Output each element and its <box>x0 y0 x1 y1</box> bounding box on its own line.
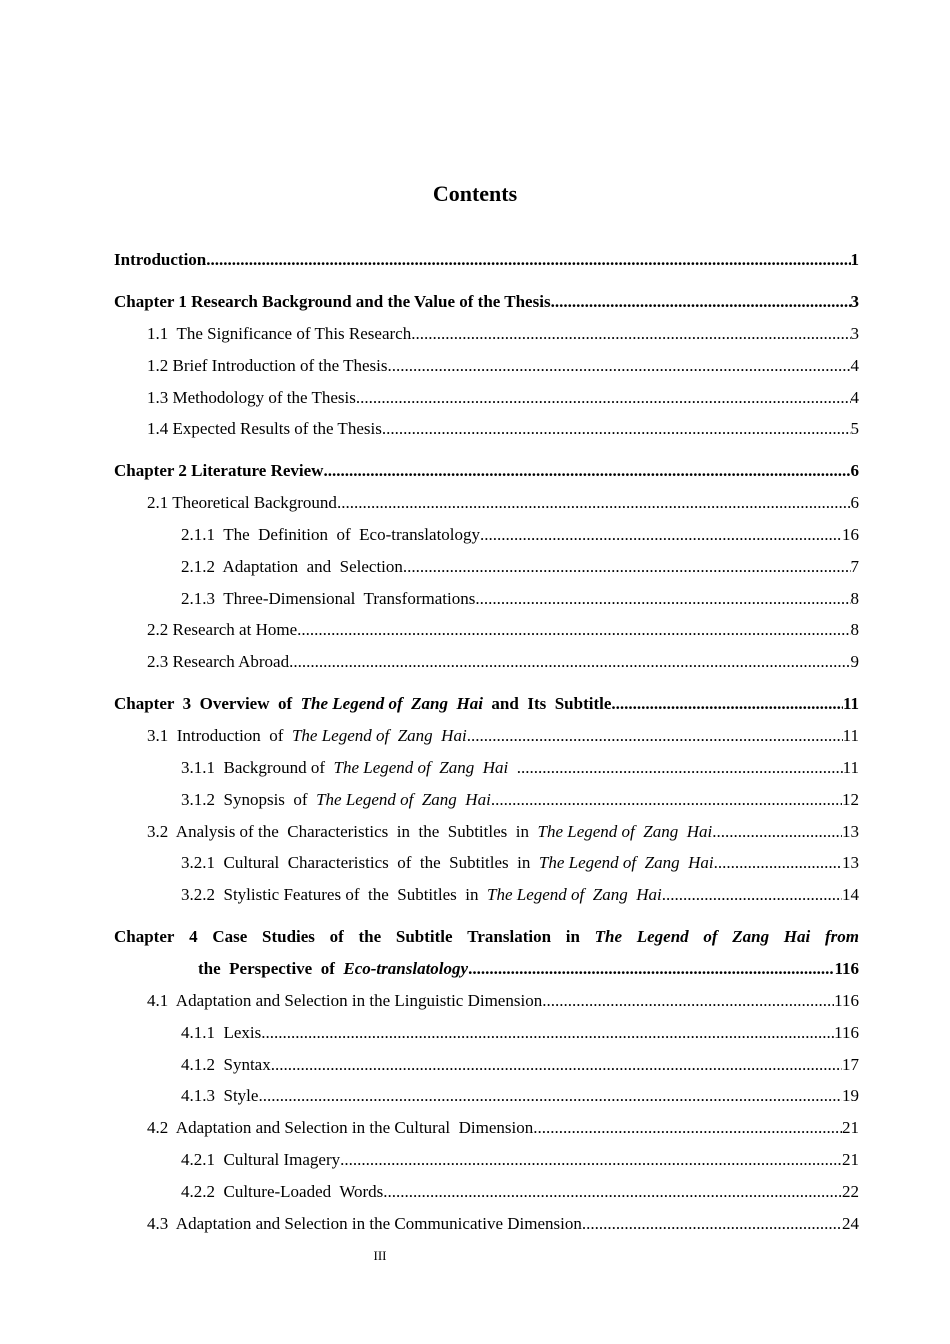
toc-entry-s1-4[interactable] <box>147 417 859 441</box>
toc-entry-title-text: 4.3 Adaptation and Selection in the Communicative Dimension <box>147 1214 582 1233</box>
dot-leader <box>271 1053 842 1077</box>
toc-entry-page: 14 <box>842 885 859 904</box>
toc-entry-title-text: 3.2 Analysis of the Characteristics in the Subtitles in <box>147 822 538 841</box>
dot-leader <box>662 883 842 907</box>
toc-entry-page: 3 <box>850 324 859 343</box>
toc-entry-page: 11 <box>842 758 859 777</box>
page-number: III <box>373 1248 387 1263</box>
toc-entry-title-text: 1.3 Methodology of the Thesis <box>147 388 356 407</box>
toc-entry-title <box>147 650 289 674</box>
toc-entry-page: 21 <box>842 1150 859 1169</box>
toc-entry-title <box>181 555 403 579</box>
toc-entry-title-text: 4.1.2 Syntax <box>181 1055 271 1074</box>
toc-entry-page: 22 <box>842 1182 859 1201</box>
toc-entry-page: 8 <box>850 589 859 608</box>
toc-entry-title <box>181 1180 383 1204</box>
toc-entry-title <box>147 820 712 844</box>
toc-entry-page: 116 <box>834 991 859 1010</box>
toc-entry-title <box>181 883 662 907</box>
toc-entry-page: 8 <box>850 620 859 639</box>
toc-entry-s4-2-1[interactable] <box>181 1148 859 1172</box>
toc-entry-s2-1-2[interactable] <box>181 555 859 579</box>
dot-leader <box>542 989 834 1013</box>
toc-entry-title-text: 4.1.1 Lexis <box>181 1023 262 1042</box>
dot-leader <box>289 650 850 674</box>
toc-entry-title <box>181 523 480 547</box>
toc-entry-page: 21 <box>842 1118 859 1137</box>
toc-entry-s3-2-1[interactable] <box>181 851 859 875</box>
toc-word: Chapter <box>114 927 175 946</box>
toc-entry-s1-2[interactable] <box>147 354 859 378</box>
toc-entry-ch2[interactable] <box>114 459 859 483</box>
dot-leader <box>411 322 850 346</box>
toc-word: in <box>565 927 580 946</box>
toc-entry-title <box>181 851 714 875</box>
dot-leader <box>356 386 851 410</box>
toc-entry-page: 11 <box>842 726 859 745</box>
toc-entry-title <box>114 692 611 716</box>
toc-entry-title-text: 2.3 Research Abroad <box>147 652 290 671</box>
toc-entry-title-italic: The Legend of Zang Hai <box>537 822 713 841</box>
toc-word: of <box>329 927 344 946</box>
toc-entry-s4-1-2[interactable] <box>181 1053 859 1077</box>
dot-leader <box>533 1116 842 1140</box>
toc-entry-title-text: Chapter 3 Overview of <box>114 694 301 713</box>
toc-entry-page: 116 <box>834 1023 859 1042</box>
toc-entry-title-text: 3.1.2 Synopsis of <box>181 790 317 809</box>
toc-word: the <box>358 927 382 946</box>
toc-entry-title-text: 3.1.1 Background of <box>181 758 334 777</box>
toc-entry-title-italic: The Legend of Zang Hai <box>538 853 714 872</box>
toc-entry-page: 6 <box>850 493 859 512</box>
toc-entry-title-text: and Its Subtitle <box>482 694 612 713</box>
toc-entry-title-text: 2.1 Theoretical Background <box>147 493 337 512</box>
dot-leader <box>517 756 843 780</box>
toc-entry-ch1[interactable] <box>114 290 859 314</box>
toc-word-italic: The <box>594 927 623 946</box>
dot-leader <box>468 957 834 981</box>
toc-word-italic: of <box>703 927 718 946</box>
toc-entry-title <box>147 491 337 515</box>
toc-entry-title <box>147 417 382 441</box>
toc-entry-page: 6 <box>850 461 859 480</box>
toc-entry-title-text: 3.1 Introduction of <box>147 726 292 745</box>
toc-entry-s4-1[interactable] <box>147 989 859 1013</box>
toc-entry-s4-2-2[interactable] <box>181 1180 859 1204</box>
dot-leader <box>551 290 851 314</box>
toc-entry-title-text: 2.1.3 Three-Dimensional Transformations <box>181 589 476 608</box>
toc-word-italic: Hai <box>783 927 811 946</box>
toc-entry-s3-1-2[interactable] <box>181 788 859 812</box>
toc-entry-title <box>147 989 542 1013</box>
toc-word-italic: from <box>824 927 859 946</box>
toc-entry-title <box>181 1021 261 1045</box>
toc-entry-page: 16 <box>842 525 859 544</box>
toc-entry-s3-1-1[interactable] <box>181 756 859 780</box>
dot-leader <box>467 724 843 748</box>
toc-entry-title-text: the Perspective of <box>198 959 344 978</box>
toc-entry-title-text: 2.2 Research at Home <box>147 620 298 639</box>
dot-leader <box>480 523 842 547</box>
toc-entry-title <box>114 290 551 314</box>
toc-entry-title <box>181 1084 258 1108</box>
toc-entry-title-text: 2.1.2 Adaptation and Selection <box>181 557 403 576</box>
toc-entry-title-text: 3.2.1 Cultural Characteristics of the Subtitles in <box>181 853 539 872</box>
toc-entry-page: 4 <box>850 388 859 407</box>
dot-leader <box>258 1084 842 1108</box>
toc-entry-s2-3[interactable] <box>147 650 859 674</box>
toc-entry-title <box>181 1148 340 1172</box>
toc-entry-page: 5 <box>850 419 859 438</box>
toc-entry-page: 24 <box>842 1214 859 1233</box>
page-title: Contents <box>432 181 518 206</box>
toc-entry-title-italic: The Legend of Zang Hai <box>333 758 509 777</box>
toc-entry-s2-1-1[interactable] <box>181 523 859 547</box>
toc-word: 4 <box>189 927 198 946</box>
toc-entry-title <box>147 322 411 346</box>
dot-leader <box>387 354 850 378</box>
toc-entry-title-text: 1.4 Expected Results of the Thesis <box>147 419 382 438</box>
toc-entry-ch4-l2[interactable] <box>198 957 859 981</box>
toc-entry-title-italic: The Legend of Zang Hai <box>486 885 662 904</box>
toc-entry-page: 116 <box>834 959 859 978</box>
dot-leader <box>261 1021 834 1045</box>
toc-entry-title <box>147 618 297 642</box>
toc-entry-title-text: 4.2.1 Cultural Imagery <box>181 1150 341 1169</box>
toc-entry-page: 7 <box>850 557 859 576</box>
toc-entry-title <box>147 1212 582 1236</box>
toc-entry-title-text: Chapter 1 Research Background and the Value of the Thesis <box>114 292 551 311</box>
toc-word: Case <box>212 927 248 946</box>
toc-entry-title-text: 3.2.2 Stylistic Features of the Subtitles in <box>181 885 487 904</box>
toc-entry-page: 19 <box>842 1086 859 1105</box>
toc-entry-title-italic: The Legend of Zang Hai <box>291 726 467 745</box>
toc-entry-page: 12 <box>842 790 859 809</box>
toc-entry-s3-1[interactable] <box>147 724 859 748</box>
toc-entry-title <box>147 386 356 410</box>
toc-entry-s2-2[interactable] <box>147 618 859 642</box>
toc-entry-page: 13 <box>842 822 859 841</box>
toc-entry-title-text <box>508 758 517 777</box>
dot-leader <box>337 491 851 515</box>
dot-leader <box>582 1212 842 1236</box>
toc-entry-s2-1-3[interactable] <box>181 587 859 611</box>
toc-entry-title <box>181 756 517 780</box>
toc-entry-s4-1-1[interactable] <box>181 1021 859 1045</box>
toc-entry-title <box>181 1053 271 1077</box>
toc-entry-title-text: 4.1.3 Style <box>181 1086 259 1105</box>
toc-entry-page: 1 <box>850 250 859 269</box>
toc-entry-page: 4 <box>850 356 859 375</box>
toc-entry-title-text: 2.1.1 The Definition of Eco-translatology <box>181 525 481 544</box>
toc-entry-title <box>147 724 467 748</box>
dot-leader <box>340 1148 842 1172</box>
toc-entry-s2-1[interactable] <box>147 491 859 515</box>
toc-entry-page: 13 <box>842 853 859 872</box>
toc-entry-title <box>198 957 468 981</box>
toc-entry-s4-3[interactable] <box>147 1212 859 1236</box>
toc-word-italic: Zang <box>732 927 770 946</box>
toc-entry-title <box>181 788 491 812</box>
dot-leader <box>323 459 850 483</box>
toc-entry-intro[interactable] <box>114 248 859 272</box>
dot-leader <box>382 417 851 441</box>
dot-leader <box>403 555 851 579</box>
toc-entry-title-italic: The Legend of Zang Hai <box>316 790 491 809</box>
toc-entry-title-text: 1.1 The Significance of This Research <box>147 324 412 343</box>
toc-entry-title-text: Introduction <box>114 250 207 269</box>
toc-word: Subtitle <box>395 927 453 946</box>
toc-entry-s4-2[interactable] <box>147 1116 859 1140</box>
toc-entry-title-text: 4.2 Adaptation and Selection in the Cultural Dimension <box>147 1118 534 1137</box>
toc-entry-title <box>181 587 475 611</box>
toc-word-italic: Legend <box>636 927 689 946</box>
toc-entry-chapter-4-line-1[interactable] <box>114 925 859 949</box>
dot-leader <box>475 587 850 611</box>
toc-entry-title-text: 4.2.2 Culture-Loaded Words <box>181 1182 384 1201</box>
dot-leader <box>297 618 850 642</box>
toc-entry-title <box>114 459 323 483</box>
toc-word: Studies <box>262 927 315 946</box>
toc-entry-page: 9 <box>850 652 859 671</box>
toc-entry-s1-3[interactable] <box>147 386 859 410</box>
toc-entry-title <box>147 1116 533 1140</box>
toc-entry-page: 11 <box>842 694 859 713</box>
toc-entry-title-italic: The Legend of Zang Hai <box>300 694 483 713</box>
dot-leader <box>383 1180 842 1204</box>
toc-entry-title-italic: Eco-translatology <box>343 959 469 978</box>
toc-entry-title-text: 4.1 Adaptation and Selection in the Linguistic Dimension <box>147 991 543 1010</box>
toc-entry-page: 3 <box>850 292 859 311</box>
dot-leader <box>712 820 842 844</box>
toc-entry-title-text: Chapter 2 Literature Review <box>114 461 324 480</box>
toc-entry-title-text: 1.2 Brief Introduction of the Thesis <box>147 356 388 375</box>
toc-entry-title <box>147 354 387 378</box>
toc-word: Translation <box>467 927 552 946</box>
toc-entry-ch3[interactable] <box>114 692 859 716</box>
dot-leader <box>206 248 850 272</box>
toc-entry-s4-1-3[interactable] <box>181 1084 859 1108</box>
toc-entry-s1-1[interactable] <box>147 322 859 346</box>
toc-entry-title <box>114 248 206 272</box>
toc-entry-s3-2[interactable] <box>147 820 859 844</box>
toc-entry-page: 17 <box>842 1055 859 1074</box>
dot-leader <box>714 851 842 875</box>
dot-leader <box>491 788 842 812</box>
dot-leader <box>611 692 843 716</box>
toc-entry-s3-2-2[interactable] <box>181 883 859 907</box>
